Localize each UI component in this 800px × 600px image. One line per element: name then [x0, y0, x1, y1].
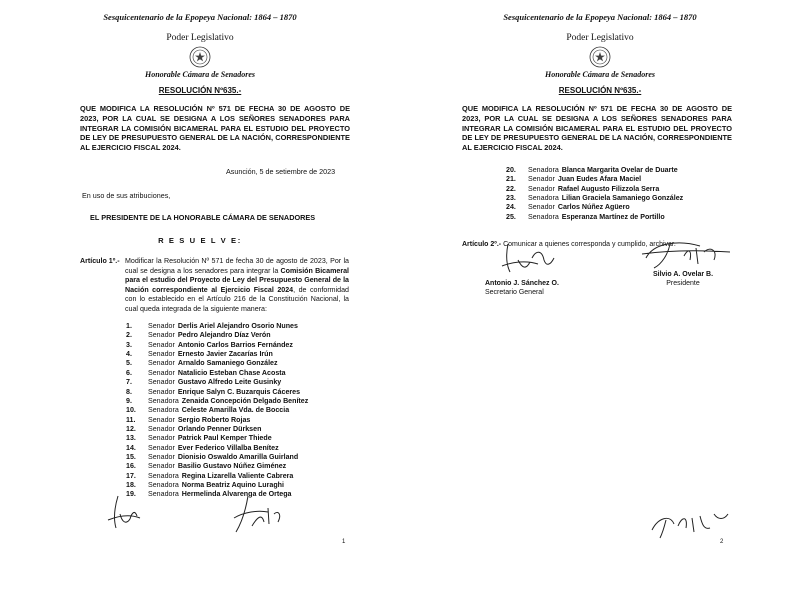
member-role: Senador [148, 434, 175, 443]
branch-title: Poder Legislativo [166, 33, 234, 43]
member-role: Senadora [148, 481, 179, 490]
member-number: 19. [126, 490, 136, 499]
member-item [126, 359, 308, 368]
member-number: 16. [126, 462, 136, 471]
member-name: Antonio Carlos Barrios Fernández [177, 340, 293, 349]
member-item [126, 378, 308, 387]
member-role: Senador [148, 387, 175, 396]
member-item [126, 434, 308, 443]
member-item [126, 416, 308, 425]
member-item [126, 425, 308, 434]
member-name: Natalicio Esteban Chase Acosta [177, 368, 286, 377]
member-item [506, 213, 683, 222]
member-name: Arnaldo Samaniego González [177, 359, 278, 368]
resolution-date: Asunción, 5 de setiembre de 2023 [226, 167, 336, 176]
chamber-title: Honorable Cámara de Senadores [144, 70, 255, 79]
president-signature-icon [640, 238, 732, 272]
member-number: 1. [126, 322, 132, 330]
member-name: Lilian Graciela Samaniego González [561, 194, 684, 203]
member-name: Blanca Margarita Ovelar de Duarte [561, 166, 678, 174]
member-name: Hermelinda Alvarenga de Ortega [181, 490, 292, 499]
article-2-text: Comunicar a quienes corresponda y cumplido, archivar. [501, 241, 676, 248]
member-role: Senadora [528, 212, 559, 221]
member-name: Patrick Paul Kemper Thiede [177, 434, 272, 443]
member-name: Basilio Gustavo Núñez Giménez [177, 462, 287, 471]
initials-signature-icon [104, 492, 144, 534]
president-line: EL PRESIDENTE DE LA HONORABLE CÁMARA DE SENADORES [90, 213, 316, 222]
member-item [506, 194, 683, 203]
member-item [126, 331, 308, 340]
member-item [126, 350, 308, 359]
member-name: Zenaida Concepción Delgado Benítez [181, 396, 309, 405]
member-number: 23. [506, 194, 516, 203]
member-number: 3. [126, 340, 132, 349]
members-list-page-1 [126, 322, 308, 500]
member-item [506, 166, 683, 175]
member-role: Senador [148, 453, 175, 462]
resolution-number: RESOLUCIÓN Nº635.- [558, 86, 642, 95]
member-role: Senador [528, 184, 555, 193]
member-item [126, 481, 308, 490]
member-number: 22. [506, 184, 516, 193]
president-name: Silvio A. Ovelar B. [652, 271, 714, 278]
page-number: 2 [720, 539, 724, 545]
document-page-2 [400, 0, 800, 600]
member-role: Senador [148, 368, 175, 377]
member-name: Esperanza Martínez de Portillo [561, 212, 665, 221]
member-number: 2. [126, 331, 132, 340]
member-item [126, 388, 308, 397]
member-role: Senador [148, 350, 175, 359]
member-role: Senadora [148, 396, 179, 405]
member-name: Orlando Penner Dürksen [177, 424, 262, 433]
president-title: Presidente [666, 280, 700, 287]
member-name: Ernesto Javier Zacarías Irún [177, 350, 273, 359]
member-number: 5. [126, 359, 132, 368]
member-number: 24. [506, 203, 516, 212]
member-name: Derlis Ariel Alejandro Osorio Nunes [177, 322, 298, 330]
member-number: 9. [126, 396, 132, 405]
member-role: Senador [148, 462, 175, 471]
member-item [126, 472, 308, 481]
member-item [126, 397, 308, 406]
member-role: Senador [148, 322, 175, 330]
members-list-page-2 [506, 166, 683, 222]
member-number: 13. [126, 434, 136, 443]
member-item [126, 462, 308, 471]
article-2-label: Artículo 2º.- [462, 241, 502, 248]
member-name: Ever Federico Villalba Benítez [177, 443, 279, 452]
member-item [126, 453, 308, 462]
member-role: Senadora [528, 194, 559, 203]
member-item [126, 341, 308, 350]
member-item [126, 444, 308, 453]
president-signature-icon [228, 492, 286, 536]
resolution-number: RESOLUCIÓN Nº635.- [158, 86, 242, 95]
member-number: 11. [126, 415, 136, 424]
member-number: 6. [126, 368, 132, 377]
member-name: Gustavo Alfredo Leite Gusinky [177, 378, 282, 387]
attributions-line: En uso de sus atribuciones, [82, 191, 171, 200]
member-number: 17. [126, 471, 136, 480]
secretary-signature-block [485, 279, 559, 297]
member-number: 14. [126, 443, 136, 452]
secretary-signature-icon [498, 236, 558, 278]
member-role: Senador [148, 331, 175, 340]
member-name: Celeste Amarilla Vda. de Boccia [181, 406, 290, 415]
president-signature-block [643, 270, 723, 288]
member-item [506, 203, 683, 212]
member-name: Juan Eudes Afara Maciel [557, 175, 642, 184]
article-1-text-a: Modificar la Resolución Nº 571 de fecha 30 de agosto de 2023, Por la cual se designa a los senadores para integrar la [125, 257, 349, 275]
article-1-text-b: , de conformidad con lo establecido en el Artículo 216 de la Constitución Nacional, la cual queda integrada de la siguiente manera: [125, 285, 350, 313]
member-item [126, 406, 308, 415]
secretary-name: Antonio J. Sánchez O. [485, 280, 559, 287]
member-name: Rafael Augusto Filizzola Serra [557, 184, 660, 193]
member-role: Senador [148, 415, 175, 424]
member-name: Enrique Salyn C. Buzarquis Cáceres [177, 387, 301, 396]
member-role: Senador [148, 359, 175, 368]
member-number: 15. [126, 453, 136, 462]
member-item [506, 175, 683, 184]
member-number: 25. [506, 212, 516, 221]
page-number: 1 [342, 539, 346, 545]
national-seal-icon [189, 46, 211, 68]
member-role: Senadora [148, 490, 179, 499]
member-item [126, 322, 308, 331]
resolution-subject: QUE MODIFICA LA RESOLUCIÓN Nº 571 DE FECHA 30 DE AGOSTO DE 2023, POR LA CUAL SE DESIGNA A LOS SEÑORES SENADORES PARA INTEGRAR LA COMISIÓN BICAMERAL PARA EL ESTUDIO DEL PROYECTO DE LEY DE PRESUPUESTO GENERAL DE LA NACIÓN, CORRESPONDIENTE AL EJERCICIO FISCAL 2024. [462, 104, 732, 153]
member-name: Carlos Núñez Agüero [557, 203, 630, 212]
member-role: Senadora [148, 406, 179, 415]
member-item [126, 369, 308, 378]
secretary-title: Secretario General [485, 289, 544, 296]
member-role: Senadora [528, 166, 559, 174]
member-role: Senador [528, 175, 555, 184]
branch-title: Poder Legislativo [566, 33, 634, 43]
member-number: 7. [126, 378, 132, 387]
member-name: Dionisio Oswaldo Amarilla Guirland [177, 453, 299, 462]
member-number: 21. [506, 175, 516, 184]
member-role: Senador [148, 443, 175, 452]
member-number: 4. [126, 350, 132, 359]
resuelve-heading: R E S U E L V E: [158, 236, 242, 245]
member-number: 20. [506, 166, 516, 174]
closing-signature-icon [648, 508, 730, 540]
member-role: Senador [148, 378, 175, 387]
member-role: Senador [148, 424, 175, 433]
centennial-header: Sesquicentenario de la Epopeya Nacional: 1864 – 1870 [503, 12, 697, 22]
national-seal-icon [589, 46, 611, 68]
article-1-text-bold: Comisión Bicameral para el estudio del Proyecto de Ley del Presupuesto General de la Nación correspondiente al Ejercicio Fiscal 2024 [125, 266, 349, 294]
centennial-header: Sesquicentenario de la Epopeya Nacional: 1864 – 1870 [103, 12, 297, 22]
member-number: 12. [126, 424, 136, 433]
member-name: Pedro Alejandro Díaz Verón [177, 331, 271, 340]
member-item [506, 185, 683, 194]
article-1-label: Artículo 1º.- [80, 257, 120, 265]
member-name: Regina Lizarella Valiente Cabrera [181, 471, 294, 480]
member-role: Senador [148, 340, 175, 349]
member-name: Norma Beatriz Aquino Luraghi [181, 481, 284, 490]
member-number: 8. [126, 387, 132, 396]
article-1-body [125, 257, 349, 315]
chamber-title: Honorable Cámara de Senadores [544, 70, 655, 79]
member-role: Senadora [148, 471, 179, 480]
member-number: 10. [126, 406, 136, 415]
member-name: Sergio Roberto Rojas [177, 415, 251, 424]
resolution-subject: QUE MODIFICA LA RESOLUCIÓN Nº 571 DE FECHA 30 DE AGOSTO DE 2023, POR LA CUAL SE DESIGNA A LOS SEÑORES SENADORES PARA INTEGRAR LA COMISIÓN BICAMERAL PARA EL ESTUDIO DEL PROYECTO DE LEY DE PRESUPUESTO GENERAL DE LA NACIÓN, CORRESPONDIENTE AL EJERCICIO FISCAL 2024. [80, 104, 350, 153]
member-number: 18. [126, 481, 136, 490]
member-role: Senador [528, 203, 555, 212]
